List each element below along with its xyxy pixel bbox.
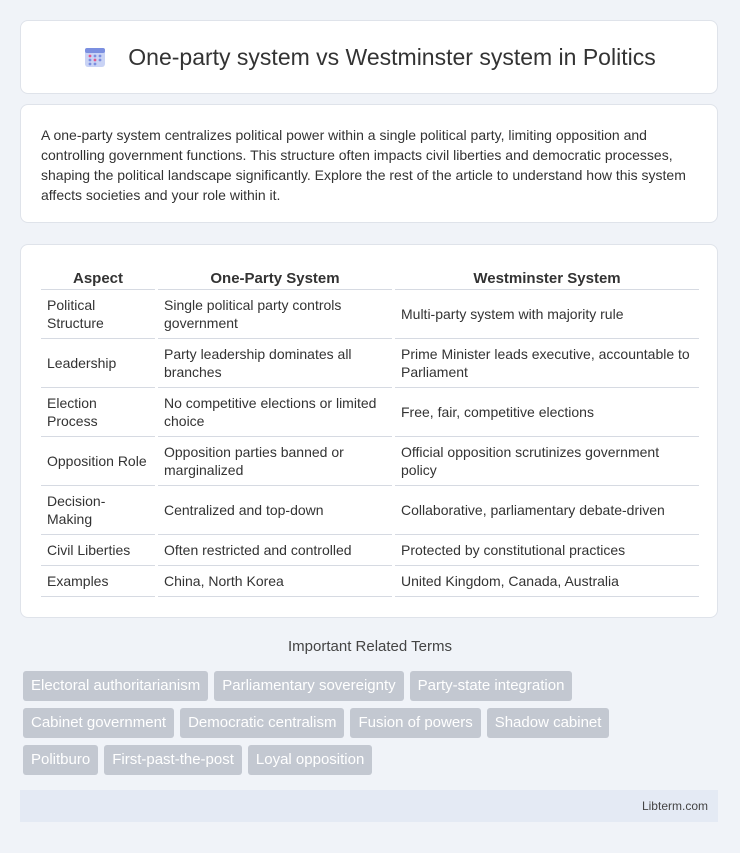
table-row [41, 290, 699, 339]
title-card [20, 20, 718, 94]
one-party-cell: Often restricted and controlled [158, 535, 392, 566]
tag-fusion-of-powers[interactable]: Fusion of powers [350, 708, 480, 738]
related-terms-title: Important Related Terms [288, 638, 452, 655]
table-row [41, 388, 699, 437]
aspect-cell: Opposition Role [41, 437, 155, 486]
westminster-cell: Free, fair, competitive elections [395, 388, 699, 437]
westminster-cell: Protected by constitutional practices [395, 535, 699, 566]
footer-site-link[interactable]: Libterm.com [641, 799, 708, 813]
one-party-cell: Single political party controls government [158, 290, 392, 339]
one-party-cell: China, North Korea [158, 566, 392, 597]
tag-shadow-cabinet[interactable]: Shadow cabinet [487, 708, 610, 738]
westminster-cell: Multi-party system with majority rule [395, 290, 699, 339]
header-one-party: One-Party System [158, 267, 392, 290]
table-row [41, 437, 699, 486]
table-row [41, 486, 699, 535]
table-row [41, 566, 699, 597]
westminster-cell: United Kingdom, Canada, Australia [395, 566, 699, 597]
aspect-cell: Leadership [41, 339, 155, 388]
tag-loyal-opposition[interactable]: Loyal opposition [248, 745, 372, 775]
comparison-table [38, 267, 702, 597]
footer [20, 790, 718, 822]
tag-row [23, 745, 723, 775]
one-party-cell: Opposition parties banned or marginalized [158, 437, 392, 486]
intro-card [20, 104, 718, 223]
header-aspect: Aspect [41, 267, 155, 290]
westminster-cell: Prime Minister leads executive, accountable to Parliament [395, 339, 699, 388]
header-westminster: Westminster System [395, 267, 699, 290]
one-party-cell: Centralized and top-down [158, 486, 392, 535]
tag-first-past-the-post[interactable]: First-past-the-post [104, 745, 242, 775]
westminster-cell: Collaborative, parliamentary debate-driven [395, 486, 699, 535]
calendar-grid-icon [82, 44, 108, 70]
page-title [82, 44, 655, 71]
related-terms-list [23, 671, 723, 782]
westminster-cell: Official opposition scrutinizes government policy [395, 437, 699, 486]
tag-politburo[interactable]: Politburo [23, 745, 98, 775]
tag-electoral-authoritarianism[interactable]: Electoral authoritarianism [23, 671, 208, 701]
aspect-cell: Decision-Making [41, 486, 155, 535]
table-row [41, 535, 699, 566]
tag-row [23, 708, 723, 738]
one-party-cell: Party leadership dominates all branches [158, 339, 392, 388]
aspect-cell: Examples [41, 566, 155, 597]
tag-parliamentary-sovereignty[interactable]: Parliamentary sovereignty [214, 671, 403, 701]
comparison-card [20, 244, 718, 618]
aspect-cell: Political Structure [41, 290, 155, 339]
one-party-cell: No competitive elections or limited choice [158, 388, 392, 437]
page-title-text: One-party system vs Westminster system in Politics [128, 43, 656, 70]
table-row [41, 339, 699, 388]
tag-cabinet-government[interactable]: Cabinet government [23, 708, 174, 738]
aspect-cell: Election Process [41, 388, 155, 437]
tag-democratic-centralism[interactable]: Democratic centralism [180, 708, 344, 738]
aspect-cell: Civil Liberties [41, 535, 155, 566]
table-header-row [41, 267, 699, 290]
intro-paragraph: A one-party system centralizes political power within a single political party, limiting opposition and controlling government functions. This structure often impacts civil liberties and democratic processes, shaping the political landscape significantly. Explore the rest of the article to understand how this system affects societies and your role within it. [41, 127, 686, 203]
tag-party-state-integration[interactable]: Party-state integration [410, 671, 573, 701]
tag-row [23, 671, 723, 701]
